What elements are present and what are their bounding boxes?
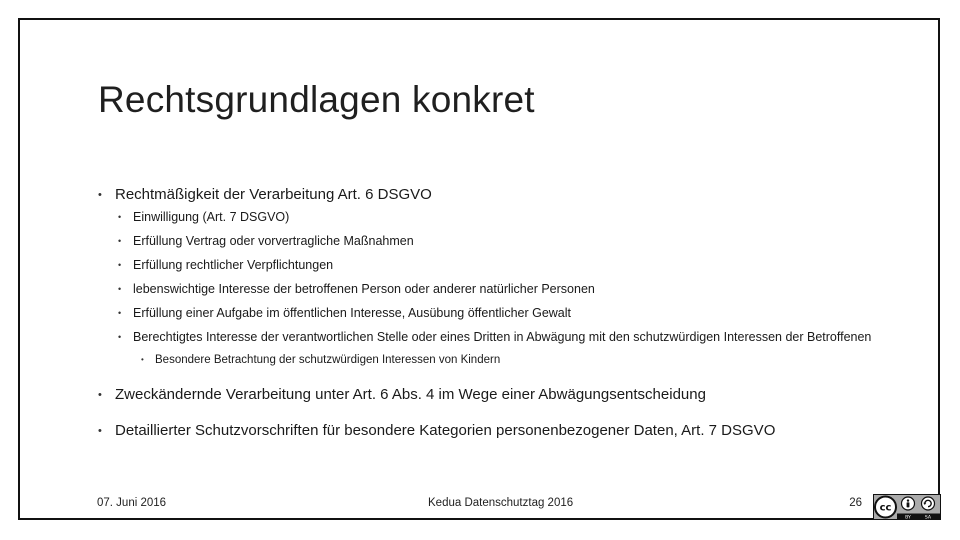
sa-icon [922,497,935,510]
by-icon [902,497,915,510]
bullet-item-level2 [98,232,888,250]
bullet-item-level1 [98,184,888,206]
cc-license-badge [873,494,941,520]
bullet-text: Detaillierter Schutzvorschriften für besondere Kategorien personenbezogener Daten, Art. 7 DSGVO [115,422,776,439]
bullet-text: Erfüllung einer Aufgabe im öffentlichen Interesse, Ausübung öffentlicher Gewalt [133,306,572,320]
bullet-text: Besondere Betrachtung der schutzwürdigen Interessen von Kindern [155,354,501,366]
bullet-text: Zweckändernde Verarbeitung unter Art. 6 Abs. 4 im Wege einer Abwägungsentscheidung [115,386,706,403]
bullet-text: lebenswichtige Interesse der betroffenen Person oder anderer natürlicher Personen [133,282,595,296]
bullet-text: Rechtmäßigkeit der Verarbeitung Art. 6 DSGVO [115,186,432,203]
bullet-item-level1 [98,384,888,406]
bullet-item-level1 [98,420,888,442]
bullet-item-level2 [98,280,888,298]
by-label: BY [905,515,911,520]
bullet-text: Einwilligung (Art. 7 DSGVO) [133,210,290,224]
bullet-icon: • [98,389,102,401]
bullet-icon: • [118,260,122,270]
sa-label: SA [924,515,932,520]
bullet-icon: • [118,284,122,294]
bullet-icon: • [118,308,122,318]
bullet-item-level2 [98,256,888,274]
bullet-icon: • [118,332,122,342]
slide-content [98,184,888,442]
bullet-text: Erfüllung Vertrag oder vorvertragliche Maßnahmen [133,234,414,248]
svg-text:cc: cc [879,502,892,514]
bullet-item-level2 [98,208,888,226]
bullet-text: Erfüllung rechtlicher Verpflichtungen [133,258,334,272]
bullet-item-level3 [98,352,888,368]
bullet-icon: • [118,236,122,246]
cc-icon [875,497,896,518]
bullet-icon: • [141,355,144,364]
bullet-icon: • [98,189,102,201]
footer-date: 07. Juni 2016 [97,497,167,509]
bullet-icon: • [98,425,102,437]
page-number: 26 [849,497,862,509]
footer-event: Kedua Datenschutztag 2016 [428,497,574,509]
bullet-item-level2 [98,304,888,322]
bullet-item-level2 [98,328,878,346]
bullet-text: Berechtigtes Interesse der verantwortlichen Stelle oder eines Dritten in Abwägung mit den schutzwürdigen Interessen der Betroffenen [133,330,872,344]
slide-title: Rechtsgrundlagen konkret [98,79,535,120]
bullet-icon: • [118,212,122,222]
